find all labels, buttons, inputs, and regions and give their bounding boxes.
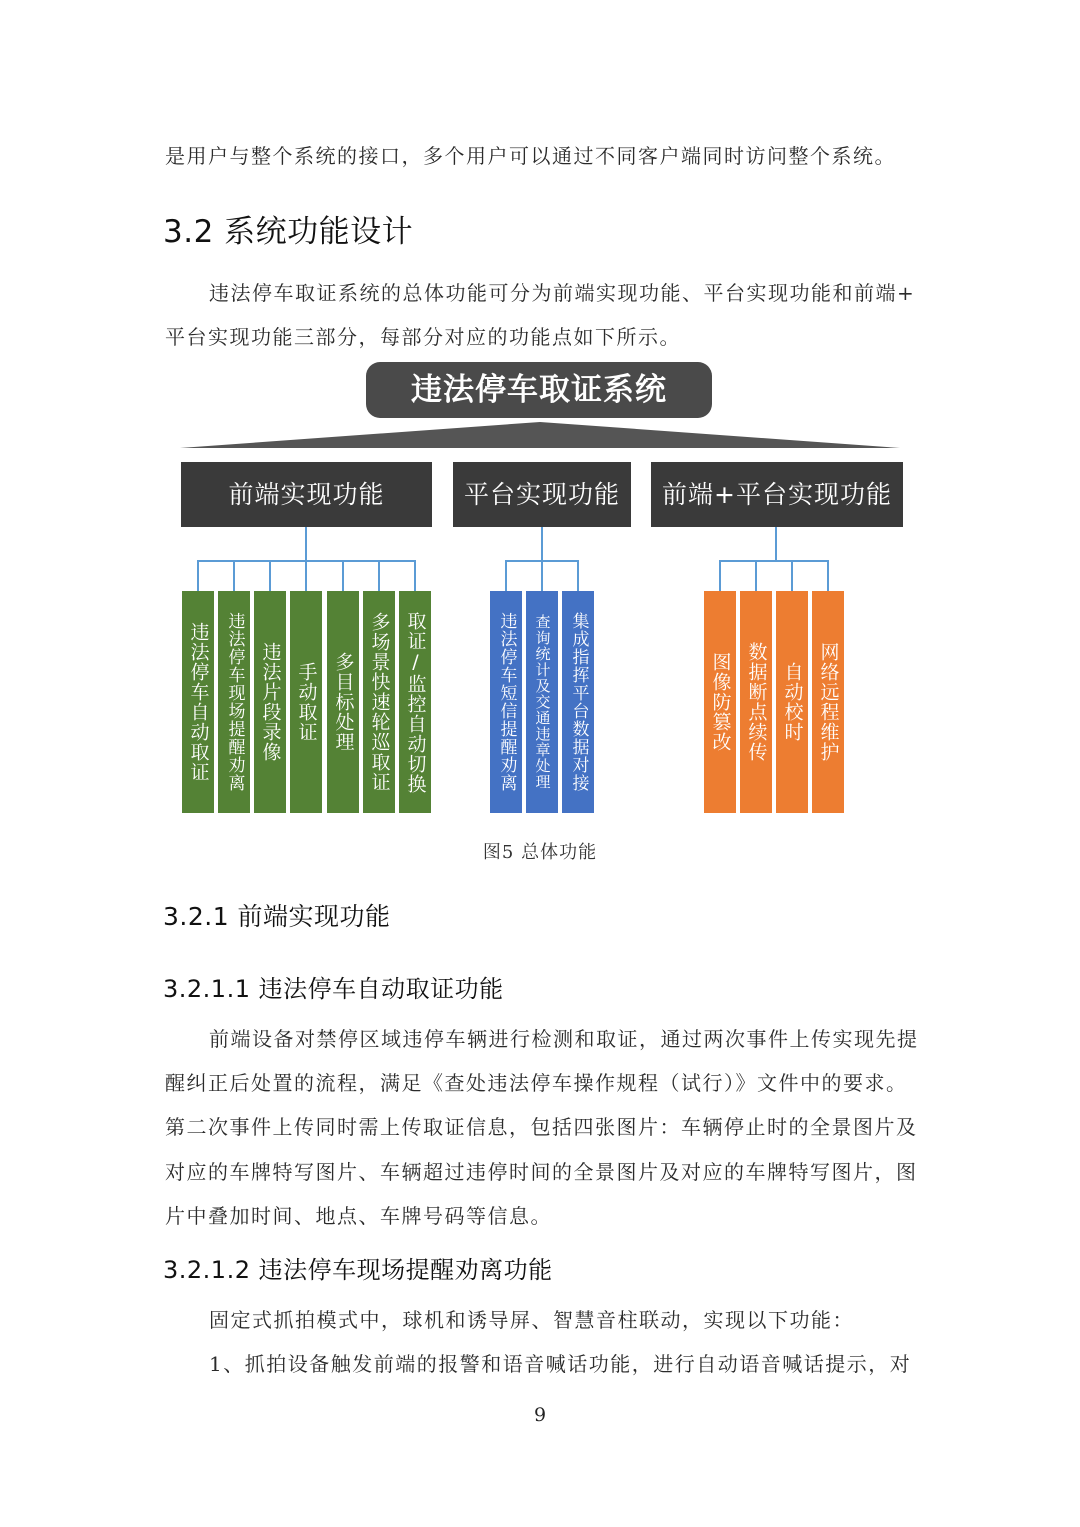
connector <box>755 560 757 591</box>
connector <box>791 560 793 591</box>
category-platform: 平台实现功能 <box>453 462 631 527</box>
intro-text: 是用户与整个系统的接口，多个用户可以通过不同客户端同时访问整个系统。 <box>165 144 896 168</box>
diagram-root: 违法停车取证系统 <box>366 362 712 418</box>
connector <box>577 560 579 591</box>
connector <box>197 560 199 591</box>
category-front: 前端实现功能 <box>181 462 432 527</box>
leaf-item: 数据断点续传 <box>740 591 772 813</box>
connector <box>775 527 777 561</box>
leaf-item: 集成指挥平台数据对接 <box>562 591 594 813</box>
section-3-2-text-line2: 平台实现功能三部分，每部分对应的功能点如下所示。 <box>165 325 681 349</box>
connector <box>505 560 507 591</box>
figure-caption: 图5 总体功能 <box>482 842 598 863</box>
leaf-item: 违法片段录像 <box>254 591 286 813</box>
connector <box>719 560 721 591</box>
heading-3-2-1-1: 3.2.1.1 违法停车自动取证功能 <box>163 975 504 1003</box>
diagram-fan-shape <box>180 418 900 452</box>
leaf-item: 违法停车现场提醒劝离 <box>218 591 250 813</box>
page-number: 9 <box>533 1404 547 1426</box>
connector <box>827 560 829 591</box>
connector <box>541 560 543 591</box>
section-3-2-text-line1: 违法停车取证系统的总体功能可分为前端实现功能、平台实现功能和前端+ <box>209 281 916 305</box>
section-3-2-1-1-line4: 对应的车牌特写图片、车辆超过违停时间的全景图片及对应的车牌特写图片，图 <box>165 1160 918 1184</box>
leaf-item: 自动校时 <box>776 591 808 813</box>
section-3-2-1-1-line2: 醒纠正后处置的流程，满足《查处违法停车操作规程（试行）》文件中的要求。 <box>165 1071 908 1095</box>
leaf-item: 查询统计及交通违章处理 <box>526 591 558 813</box>
section-3-2-1-1-line5: 片中叠加时间、地点、车牌号码等信息。 <box>165 1204 552 1228</box>
category-front-platform: 前端+平台实现功能 <box>651 462 903 527</box>
connector <box>541 527 543 561</box>
leaf-item: 图像防篡改 <box>704 591 736 813</box>
heading-3-2-1: 3.2.1 前端实现功能 <box>163 902 391 931</box>
section-3-2-1-2-line2: 1、抓拍设备触发前端的报警和语音喊话功能，进行自动语音喊话提示，对 <box>209 1352 912 1376</box>
leaf-item: 网络远程维护 <box>812 591 844 813</box>
leaf-item: 违法停车短信提醒劝离 <box>490 591 522 813</box>
connector <box>378 560 380 591</box>
leaf-item: 多目标处理 <box>327 591 359 813</box>
connector <box>719 560 829 562</box>
leaf-item: 手动取证 <box>290 591 322 813</box>
connector <box>305 527 307 561</box>
section-3-2-1-1-line3: 第二次事件上传同时需上传取证信息，包括四张图片：车辆停止时的全景图片及 <box>165 1115 918 1139</box>
leaf-item: 取证/监控自动切换 <box>399 591 431 813</box>
section-3-2-1-2-line1: 固定式抓拍模式中，球机和诱导屏、智慧音柱联动，实现以下功能： <box>209 1308 854 1332</box>
connector <box>233 560 235 591</box>
heading-3-2-1-2: 3.2.1.2 违法停车现场提醒劝离功能 <box>163 1256 553 1284</box>
connector <box>414 560 416 591</box>
connector <box>305 560 307 591</box>
connector <box>342 560 344 591</box>
section-3-2-1-1-line1: 前端设备对禁停区域违停车辆进行检测和取证，通过两次事件上传实现先提 <box>209 1027 919 1051</box>
heading-3-2: 3.2 系统功能设计 <box>163 214 414 250</box>
leaf-item: 多场景快速轮巡取证 <box>363 591 395 813</box>
connector <box>269 560 271 591</box>
leaf-item: 违法停车自动取证 <box>182 591 214 813</box>
